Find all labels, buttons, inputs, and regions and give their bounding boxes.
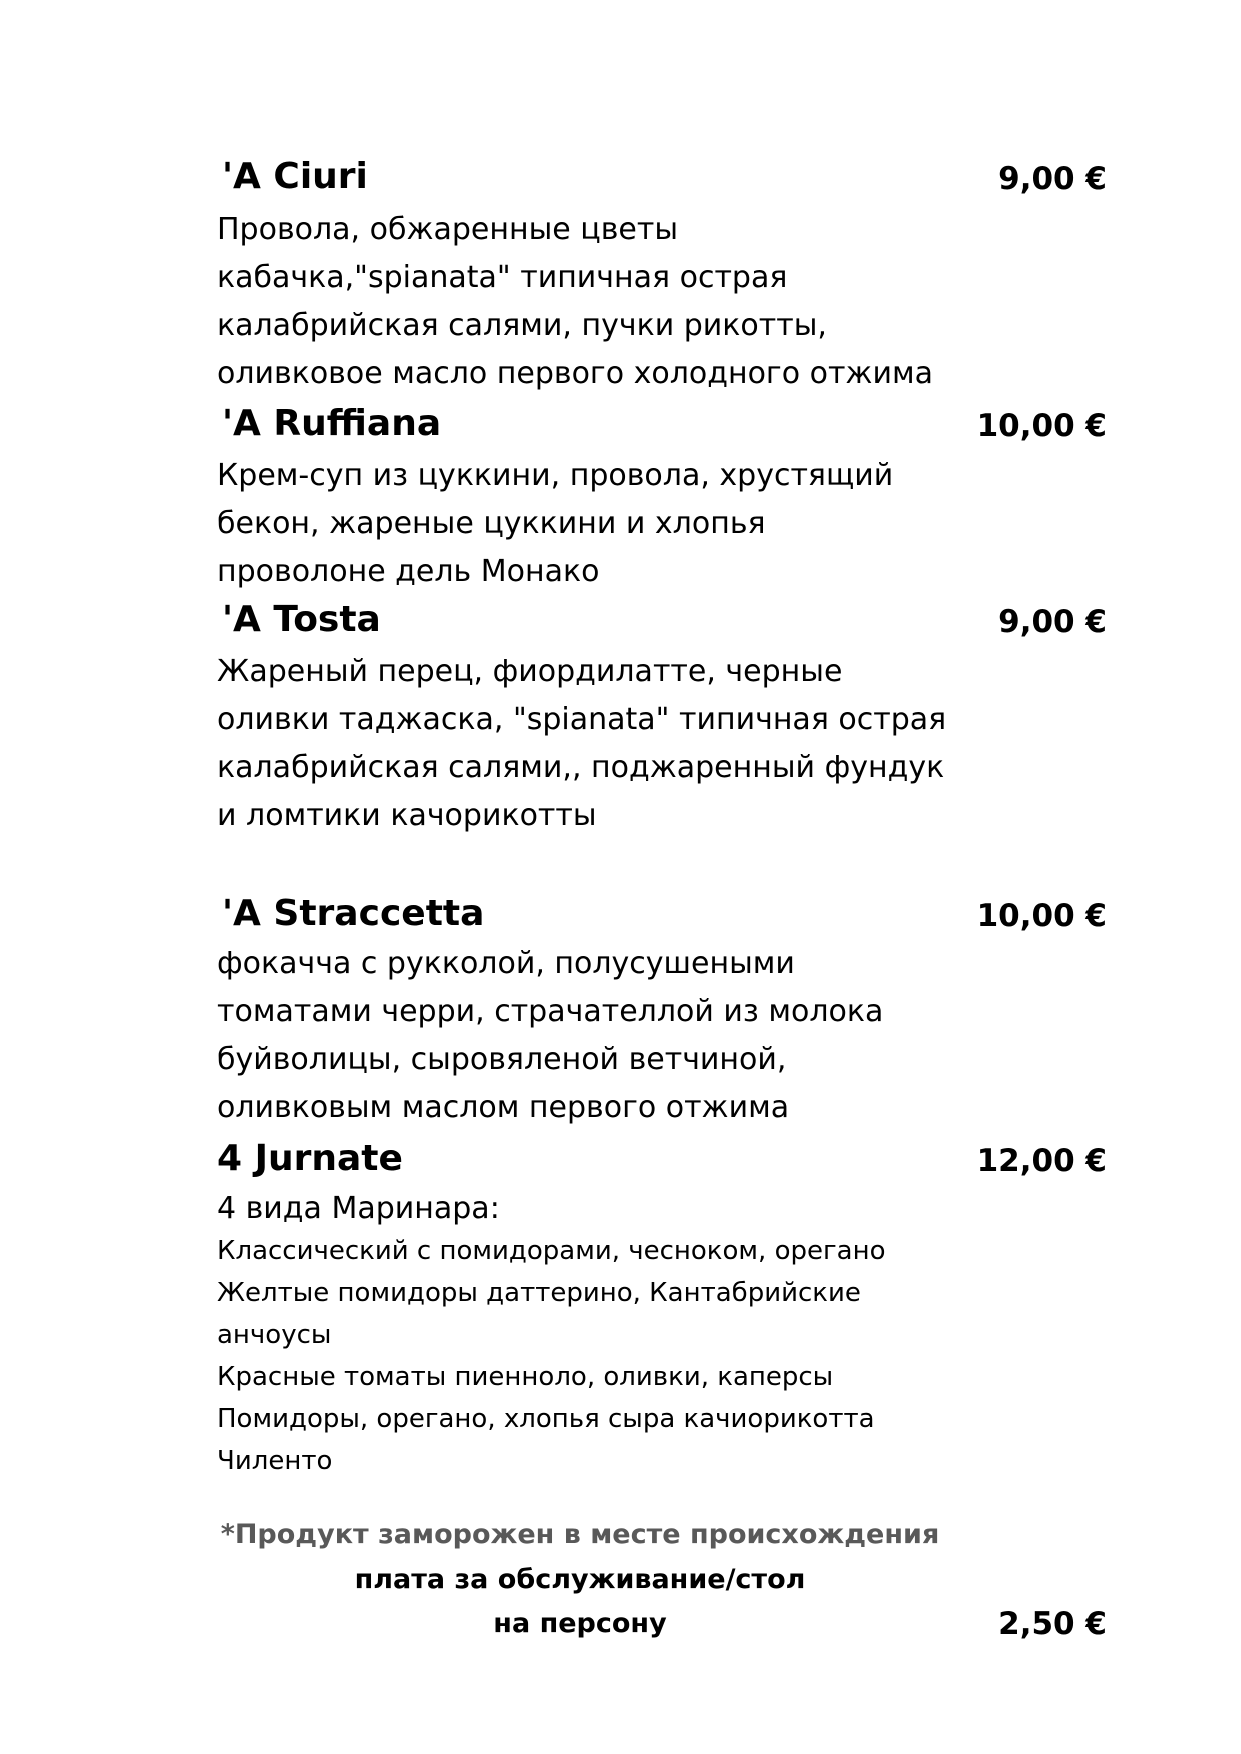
frozen-product-note: *Продукт заморожен в месте происхождения (220, 1519, 940, 1550)
description-line: Крем-суп из цуккини, провола, хрустящий (217, 458, 894, 493)
description-line: Помидоры, орегано, хлопья сыра качиорикотта (217, 1404, 875, 1434)
description-line: анчоусы (217, 1320, 332, 1350)
item-description (217, 648, 946, 840)
description-line: и ломтики качорикотты (217, 798, 597, 833)
description-line: Провола, обжаренные цветы (217, 212, 679, 247)
description-line: оливковое масло первого холодного отжима (217, 356, 933, 391)
description-line: калабрийская салями, пучки рикотты, (217, 308, 827, 343)
service-charge-price: 2,50 € (998, 1606, 1107, 1642)
description-line: фокачча с рукколой, полусушеными (217, 946, 795, 981)
item-price: 10,00 € (976, 898, 1107, 934)
item-subtitle: 4 вида Маринара: (217, 1191, 500, 1226)
description-line: кабачка,"spianata" типичная острая (217, 260, 788, 295)
description-line: оливковым маслом первого отжима (217, 1090, 790, 1125)
item-description (217, 940, 883, 1132)
item-title: 'A Ciuri (222, 156, 368, 197)
item-title: 'A Ruffiana (222, 403, 442, 444)
description-line: томатами черри, страчателлой из молока (217, 994, 884, 1029)
service-charge-per-person: на персону (493, 1608, 667, 1639)
item-description (217, 452, 893, 596)
item-price: 9,00 € (998, 161, 1107, 197)
description-line: Чиленто (217, 1446, 333, 1476)
item-title: 'A Tosta (222, 599, 381, 640)
description-line: Желтые помидоры даттерино, Кантабрийские (217, 1278, 861, 1308)
item-price: 12,00 € (976, 1143, 1107, 1179)
description-line: Красные томаты пиенноло, оливки, каперсы (217, 1362, 834, 1392)
description-line: буйволицы, сыровяленой ветчиной, (217, 1042, 787, 1077)
item-description (217, 1230, 885, 1482)
item-title: 4 Jurnate (217, 1138, 403, 1179)
description-line: проволоне дель Монако (217, 554, 600, 589)
item-price: 9,00 € (998, 604, 1107, 640)
item-price: 10,00 € (976, 408, 1107, 444)
description-line: оливки таджаска, "spianata" типичная острая (217, 702, 947, 737)
item-description (217, 206, 933, 398)
item-title: 'A Straccetta (222, 893, 485, 934)
description-line: бекон, жареные цуккини и хлопья (217, 506, 766, 541)
description-line: Классический с помидорами, чесноком, орегано (217, 1236, 886, 1266)
description-line: Жареный перец, фиордилатте, черные (217, 654, 843, 689)
description-line: калабрийская салями,, поджаренный фундук (217, 750, 945, 785)
service-charge-label: плата за обслуживание/стол (354, 1564, 806, 1595)
